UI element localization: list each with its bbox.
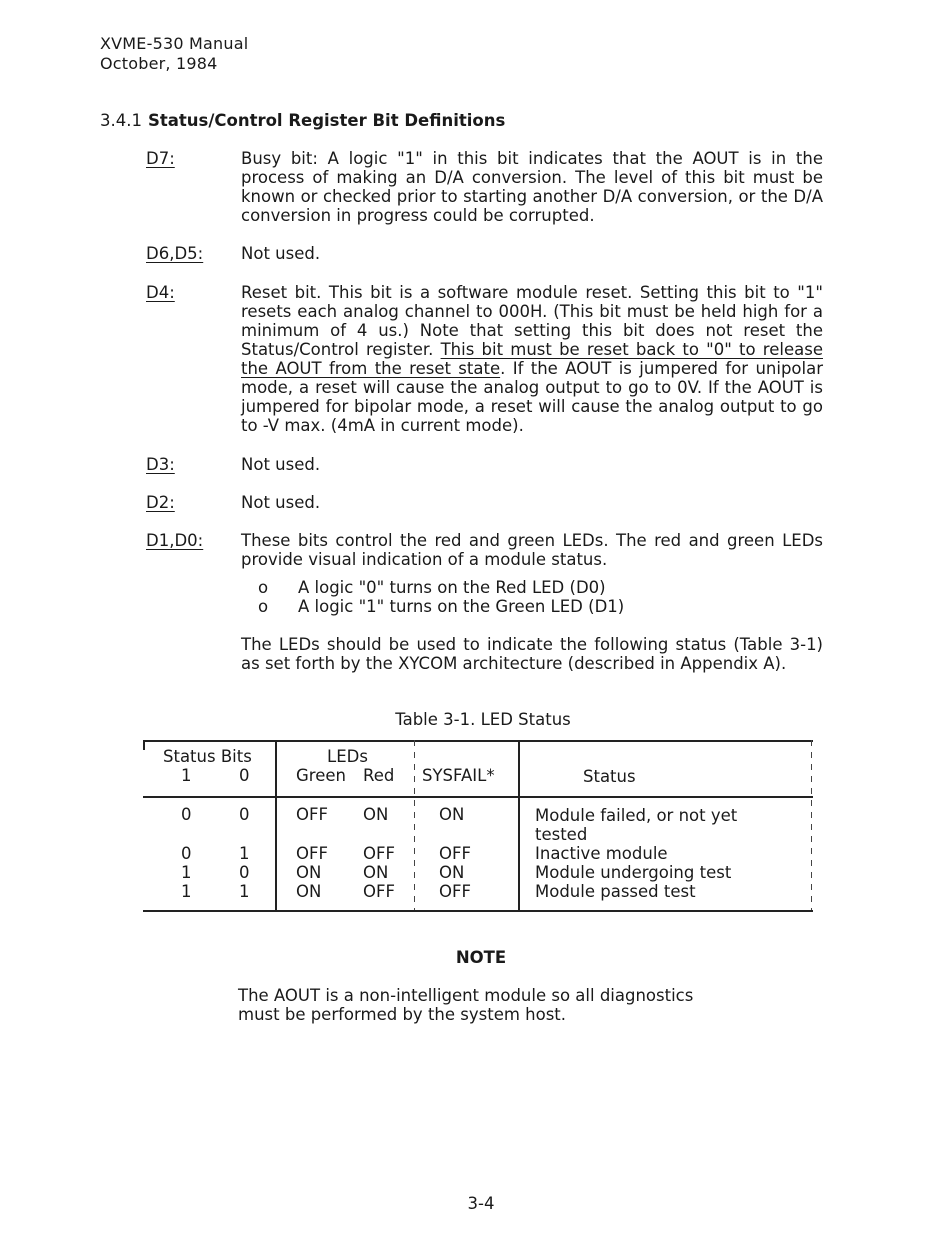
- table-cell: OFF: [363, 882, 395, 901]
- table-cell: Module undergoing test: [535, 863, 732, 882]
- definition-text: Not used.: [241, 244, 321, 263]
- column-divider: [518, 740, 520, 910]
- manual-date: October, 1984: [100, 54, 218, 73]
- manual-title: XVME-530 Manual: [100, 34, 249, 53]
- table-cell: OFF: [439, 844, 471, 863]
- column-divider: [275, 740, 277, 910]
- header-status: Status: [583, 767, 636, 786]
- table-cell: OFF: [296, 844, 328, 863]
- section-heading: [100, 111, 505, 130]
- definition-text: Not used.: [241, 455, 321, 474]
- table-cell: 0: [181, 844, 192, 863]
- header-status-bits: Status Bits: [163, 747, 252, 766]
- definition-label: D7:: [146, 149, 175, 168]
- table-cell: ON: [363, 805, 389, 824]
- led-status-table: [143, 740, 813, 912]
- header-sysfail: SYSFAIL*: [422, 766, 495, 785]
- table-cell: ON: [363, 863, 389, 882]
- definition-text: Not used.: [241, 493, 321, 512]
- table-cell: 0: [181, 805, 192, 824]
- document-header: [100, 34, 248, 74]
- table-caption: Table 3-1. LED Status: [395, 710, 571, 729]
- table-cell: 1: [239, 882, 250, 901]
- header-bit-0: 0: [239, 766, 250, 785]
- table-cell: Module failed, or not yet: [535, 806, 738, 825]
- table-cell: 0: [239, 863, 250, 882]
- table-top-border: [143, 740, 813, 742]
- definition-text: [241, 283, 823, 435]
- note-text: The AOUT is a non-intelligent module so all diagnostics must be performed by the system host.: [238, 986, 694, 1024]
- table-right-border: [811, 740, 812, 910]
- bullet-mark: o: [258, 597, 269, 616]
- table-cell: Module passed test: [535, 882, 696, 901]
- table-cell: ON: [439, 863, 465, 882]
- table-cell: ON: [439, 805, 465, 824]
- table-cell: OFF: [439, 882, 471, 901]
- bullet-text: A logic "0" turns on the Red LED (D0): [298, 578, 606, 597]
- header-green: Green: [296, 766, 346, 785]
- definition-label: D2:: [146, 493, 175, 512]
- table-cell: 1: [181, 863, 192, 882]
- section-number: 3.4.1: [100, 111, 142, 130]
- header-leds: LEDs: [327, 747, 368, 766]
- column-divider-dashed: [414, 740, 415, 910]
- table-cell: tested: [535, 825, 588, 844]
- section-title: Status/Control Register Bit Definitions: [147, 111, 506, 130]
- bullet-mark: o: [258, 578, 269, 597]
- bullet-text: A logic "1" turns on the Green LED (D1): [298, 597, 625, 616]
- definition-text: These bits control the red and green LEDs. The red and green LEDs provide visual indication of a module status.: [241, 531, 823, 569]
- header-bit-1: 1: [181, 766, 192, 785]
- table-cell: ON: [296, 863, 322, 882]
- definition-label: D4:: [146, 283, 175, 302]
- table-cell: 1: [181, 882, 192, 901]
- table-cell: 1: [239, 844, 250, 863]
- page-number: 3-4: [467, 1194, 495, 1213]
- table-cell: Inactive module: [535, 844, 668, 863]
- led-paragraph: The LEDs should be used to indicate the following status (Table 3-1) as set forth by the XYCOM architecture (described in Appendix A).: [241, 635, 823, 673]
- table-bottom-border: [143, 910, 813, 912]
- d4-text-part1: Reset bit. This bit is a software module reset. Setting this bit to "1" resets each analog channel to 000H. (This bit must be held high for a minimum of 4 us.) Note that setting this bit does not reset the Status/Control register.: [241, 283, 823, 359]
- table-header-divider: [143, 796, 813, 798]
- definition-text: Busy bit: A logic "1" in this bit indicates that the AOUT is in the process of making an D/A conversion. The level of this bit must be known or checked prior to starting another D/A conversion, or the D/A conversion in progress could be corrupted.: [241, 149, 823, 225]
- definition-label: D1,D0:: [146, 531, 204, 550]
- note-heading: NOTE: [455, 948, 507, 967]
- table-left-tick: [143, 740, 145, 750]
- table-cell: ON: [296, 882, 322, 901]
- d4-underlined-text: This bit must be reset back to "0" to release the AOUT from the reset state: [241, 340, 823, 378]
- d4-text-part2: . If the AOUT is jumpered for unipolar mode, a reset will cause the analog output to go to 0V. If the AOUT is jumpered for bipolar mode, a reset will cause the analog output to go to -V max. (4mA in current mode).: [241, 359, 823, 435]
- definition-label: D6,D5:: [146, 244, 204, 263]
- table-cell: OFF: [296, 805, 328, 824]
- table-cell: 0: [239, 805, 250, 824]
- table-cell: OFF: [363, 844, 395, 863]
- definition-label: D3:: [146, 455, 175, 474]
- header-red: Red: [363, 766, 395, 785]
